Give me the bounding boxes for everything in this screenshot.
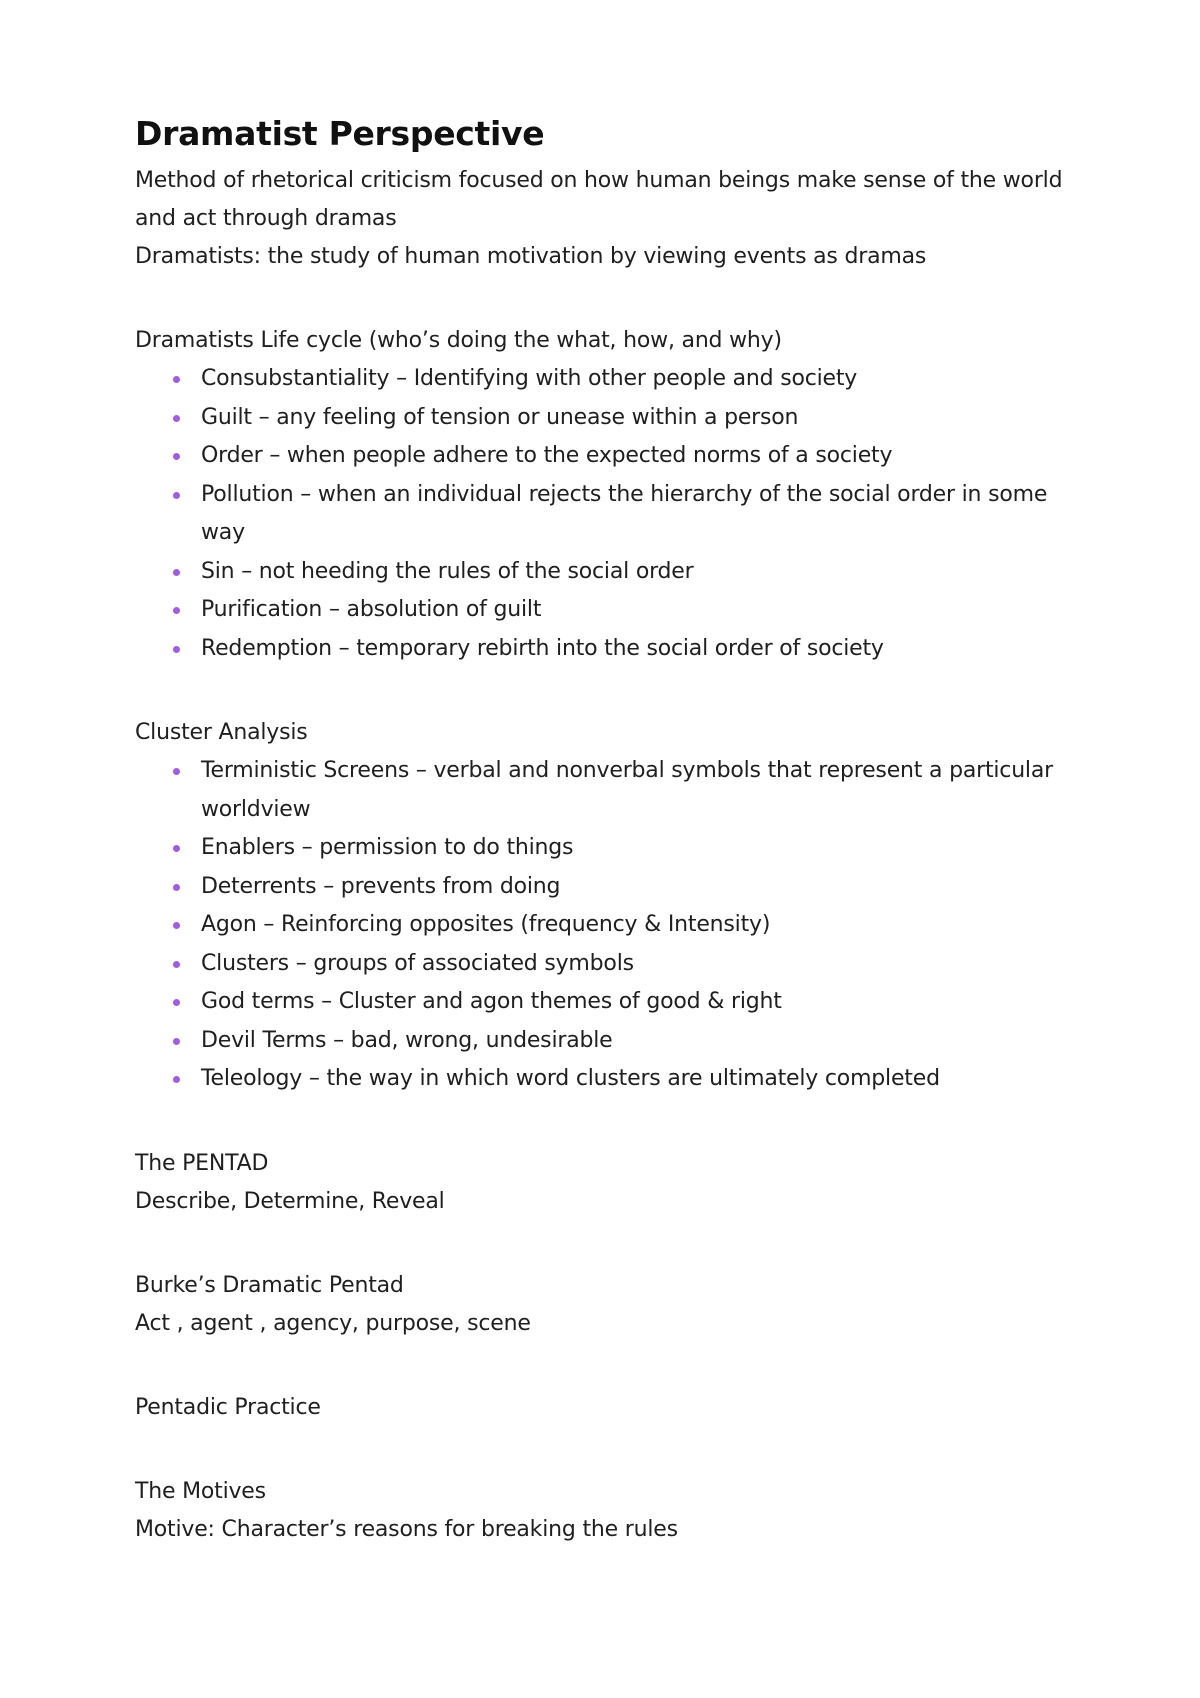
pentad-heading: The PENTAD [135,1150,269,1176]
bullet-icon [173,453,180,460]
pentad-text: Describe, Determine, Reveal [135,1188,445,1214]
bullet-icon [173,1076,180,1083]
list-item [201,630,1065,669]
bullet-icon [173,884,180,891]
motives-text: Motive: Character’s reasons for breaking the rules [135,1516,678,1542]
list-item [201,983,1065,1022]
bullet-icon [173,1038,180,1045]
intro-definition: Method of rhetorical criticism focused on how human beings make sense of the world and act through dramas [135,168,1063,231]
list-item-text: Purification – absolution of guilt [201,597,542,622]
list-item-text: Consubstantiality – Identifying with other people and society [201,366,858,391]
list-item-text: Enablers – permission to do things [201,835,574,860]
list-item [201,360,1065,399]
list-item [201,1060,1065,1099]
list-item [201,553,1065,592]
bullet-icon [173,569,180,576]
list-item-text: Devil Terms – bad, wrong, undesirable [201,1027,613,1053]
bullet-icon [173,845,180,852]
list-item [201,437,1065,476]
list-item-text: Redemption – temporary rebirth into the social order of society [201,635,884,661]
document-page [135,112,1065,1549]
spacer [135,1343,1065,1389]
bullet-icon [173,961,180,968]
list-item [201,868,1065,907]
spacer [135,1427,1065,1473]
bullet-icon [173,922,180,929]
list-item-text: Pollution – when an individual rejects the hierarchy of the social order in some way [201,481,1048,545]
intro-dramatists-definition: Dramatists: the study of human motivation by viewing events as dramas [135,244,927,269]
list-item [201,1022,1065,1061]
list-item-text: Agon – Reinforcing opposites (frequency & Intensity) [201,912,771,937]
practice-heading: Pentadic Practice [135,1394,321,1420]
bullet-icon [173,415,180,422]
list-item-text: Terministic Screens – verbal and nonverbal symbols that represent a particular worldview [201,758,1053,822]
list-item [201,945,1065,984]
list-item-text: Guilt – any feeling of tension or unease within a person [201,404,799,430]
spacer [135,668,1065,714]
life-cycle-list [135,360,1065,668]
cluster-heading: Cluster Analysis [135,720,308,745]
spacer [135,1099,1065,1145]
list-item-text: Sin – not heeding the rules of the social order [201,558,694,584]
list-item [201,591,1065,630]
bullet-icon [173,768,180,775]
bullet-icon [173,999,180,1006]
page-title: Dramatist Perspective [135,114,545,153]
list-item [201,752,1065,829]
list-item [201,829,1065,868]
spacer [135,276,1065,322]
bullet-icon [173,607,180,614]
list-item [201,906,1065,945]
list-item-text: Clusters – groups of associated symbols [201,950,634,976]
bullet-icon [173,646,180,653]
list-item-text: God terms – Cluster and agon themes of good & right [201,989,782,1014]
list-item [201,476,1065,553]
life-cycle-heading: Dramatists Life cycle (who’s doing the what, how, and why) [135,328,782,353]
spacer [135,1221,1065,1267]
bullet-icon [173,492,180,499]
burke-heading: Burke’s Dramatic Pentad [135,1272,404,1298]
list-item-text: Teleology – the way in which word clusters are ultimately completed [201,1066,940,1091]
list-item-text: Order – when people adhere to the expected norms of a society [201,443,893,468]
burke-text: Act , agent , agency, purpose, scene [135,1310,531,1336]
motives-heading: The Motives [135,1478,266,1504]
list-item-text: Deterrents – prevents from doing [201,873,561,899]
cluster-list [135,752,1065,1099]
bullet-icon [173,376,180,383]
list-item [201,399,1065,438]
